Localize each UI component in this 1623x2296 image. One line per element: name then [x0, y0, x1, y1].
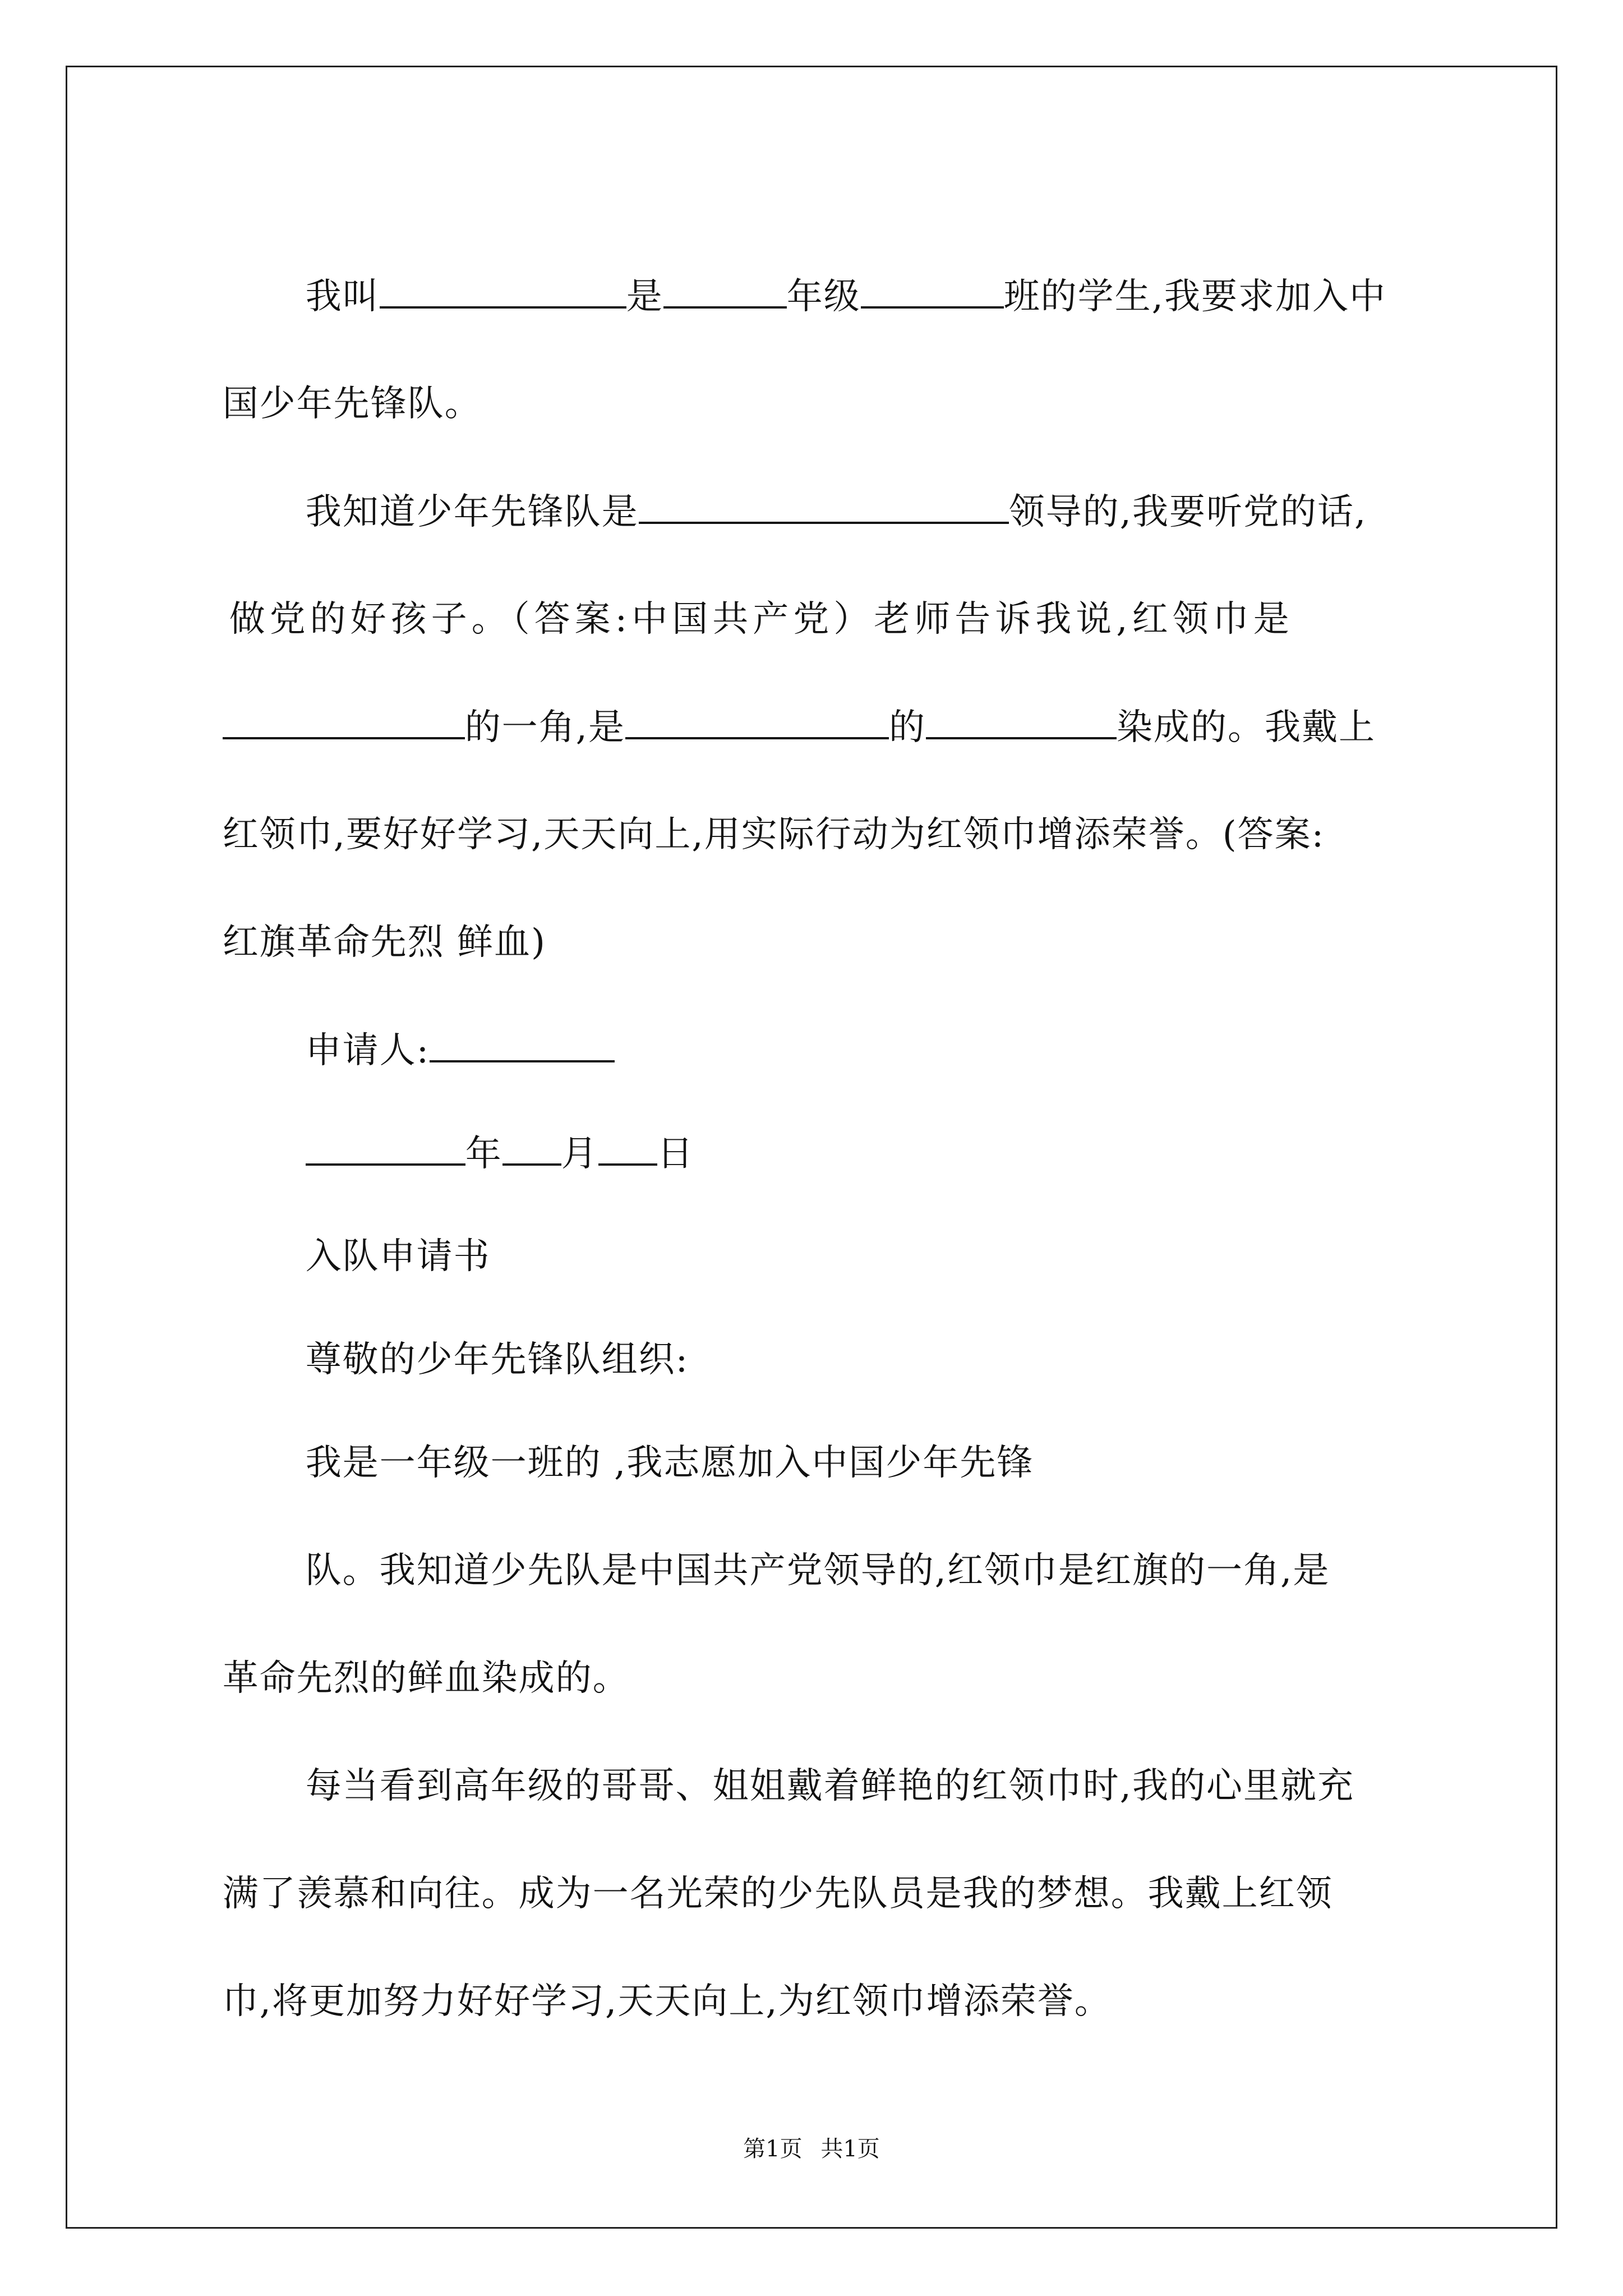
paragraph-4-line-2 — [197, 1826, 1333, 1916]
text-fragment: 每当看到高年级的哥哥、姐姐戴着鲜艳的红领巾时,我的心里就充 — [305, 1765, 1355, 1807]
paragraph-2-line-4 — [197, 767, 1325, 857]
paragraph-2-line-1 — [280, 444, 1367, 535]
month-label: 月 — [561, 1133, 598, 1175]
page-footer — [0, 2134, 1623, 2164]
text-fragment: 国少年先锋队。 — [222, 383, 482, 425]
text-fragment: 的 — [889, 707, 926, 748]
paragraph-3-line-1 — [280, 1396, 1034, 1485]
paragraph-3-line-2 — [280, 1503, 1330, 1593]
paragraph-4-line-3 — [197, 1934, 1112, 2024]
text-fragment: 巾,将更加努力好好学习,天天向上,为红领巾增添荣誉。 — [222, 1981, 1112, 2022]
salutation — [280, 1292, 689, 1382]
text-fragment: 满了羡慕和向往。成为一名光荣的少先队员是我的梦想。我戴上红领 — [222, 1873, 1333, 1915]
day-label: 日 — [657, 1133, 694, 1175]
text-fragment: 是 — [626, 276, 663, 318]
applicant-label: 申请人: — [305, 1030, 430, 1071]
text-fragment: 染成的。我戴上 — [1117, 707, 1376, 748]
heading-text: 入队申请书 — [305, 1236, 491, 1277]
text-fragment: 年级 — [786, 276, 861, 318]
page-number: 第1页 — [743, 2136, 803, 2162]
class-blank[interactable] — [861, 274, 1004, 309]
document-heading — [280, 1189, 491, 1279]
month-blank[interactable] — [502, 1131, 561, 1166]
martyrs-blank[interactable] — [625, 705, 889, 739]
blood-blank[interactable] — [926, 705, 1117, 739]
applicant-blank[interactable] — [430, 1028, 615, 1062]
scarf-part-blank[interactable] — [223, 705, 465, 739]
year-blank[interactable] — [306, 1131, 465, 1166]
text-fragment: 的一角,是 — [464, 707, 626, 748]
text-fragment: 我叫 — [305, 276, 380, 318]
year-label: 年 — [465, 1133, 502, 1175]
text-fragment: 革命先烈的鲜血染成的。 — [222, 1658, 630, 1699]
paragraph-4-line-1 — [280, 1719, 1354, 1809]
applicant-line — [280, 983, 615, 1073]
grade-blank[interactable] — [663, 274, 787, 309]
leader-blank[interactable] — [639, 489, 1009, 524]
paragraph-2-line-5 — [197, 875, 546, 965]
text-fragment: 我是一年级一班的 ,我志愿加入中国少年先锋 — [305, 1442, 1034, 1484]
paragraph-1-line-2 — [197, 337, 482, 426]
text-fragment: 队。我知道少先队是中国共产党领导的,红领巾是红旗的一角,是 — [305, 1550, 1330, 1591]
paragraph-2-line-3 — [197, 660, 1376, 750]
date-line — [280, 1086, 694, 1176]
text-fragment: 班的学生,我要求加入中 — [1003, 276, 1387, 318]
text-fragment: 领导的,我要听党的话, — [1008, 491, 1367, 533]
text-fragment: 红旗革命先烈 鲜血) — [222, 922, 546, 963]
text-fragment: 红领巾,要好好学习,天天向上,用实际行动为红领巾增添荣誉。(答案: — [222, 814, 1325, 855]
text-fragment: 我知道少年先锋队是 — [305, 491, 639, 533]
paragraph-1-line-1 — [280, 229, 1386, 319]
paragraph-2-line-2 — [197, 552, 1294, 642]
page-total: 共1页 — [820, 2136, 880, 2162]
paragraph-3-line-3 — [197, 1611, 630, 1701]
name-blank[interactable] — [380, 274, 626, 309]
day-blank[interactable] — [598, 1131, 657, 1166]
salutation-text: 尊敬的少年先锋队组织: — [305, 1339, 689, 1381]
text-fragment: 做党的好孩子。（答案:中国共产党）老师告诉我说,红领巾是 — [229, 599, 1294, 640]
